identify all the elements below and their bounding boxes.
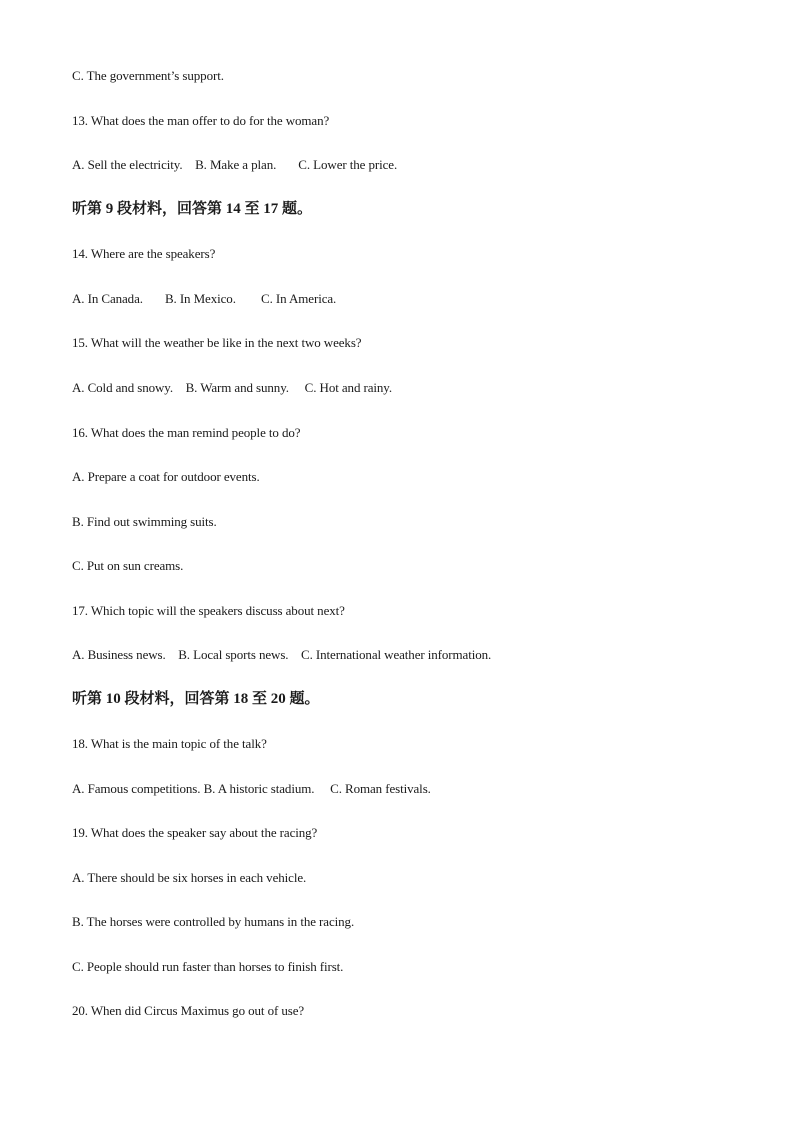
question-18: 18. What is the main topic of the talk? <box>72 736 267 751</box>
question-19: 19. What does the speaker say about the racing? <box>72 825 318 840</box>
question-15: 15. What will the weather be like in the next two weeks? <box>72 335 362 350</box>
options-14: A. In Canada. B. In Mexico. C. In America. <box>72 291 337 306</box>
question-20: 20. When did Circus Maximus go out of use? <box>72 1003 305 1018</box>
question-16: 16. What does the man remind people to do? <box>72 425 301 440</box>
option-19b: B. The horses were controlled by humans in the racing. <box>72 914 355 929</box>
option-16c: C. Put on sun creams. <box>72 558 184 573</box>
option-12c: C. The government’s support. <box>72 68 224 83</box>
option-19c: C. People should run faster than horses to finish first. <box>72 959 344 974</box>
options-18: A. Famous competitions. B. A historic stadium. C. Roman festivals. <box>72 781 431 796</box>
question-17: 17. Which topic will the speakers discuss about next? <box>72 603 345 618</box>
option-16a: A. Prepare a coat for outdoor events. <box>72 469 260 484</box>
options-13: A. Sell the electricity. B. Make a plan. C. Lower the price. <box>72 157 398 172</box>
section-heading-10: 听第 10 段材料，回答第 18 至 20 题。 <box>72 691 320 707</box>
option-16b: B. Find out swimming suits. <box>72 514 217 529</box>
section-heading-9: 听第 9 段材料，回答第 14 至 17 题。 <box>72 201 313 217</box>
question-14: 14. Where are the speakers? <box>72 246 216 261</box>
option-19a: A. There should be six horses in each vehicle. <box>72 870 307 885</box>
options-17: A. Business news. B. Local sports news. C. International weather information. <box>72 647 492 662</box>
question-13: 13. What does the man offer to do for the woman? <box>72 113 330 128</box>
options-15: A. Cold and snowy. B. Warm and sunny. C. Hot and rainy. <box>72 380 393 395</box>
